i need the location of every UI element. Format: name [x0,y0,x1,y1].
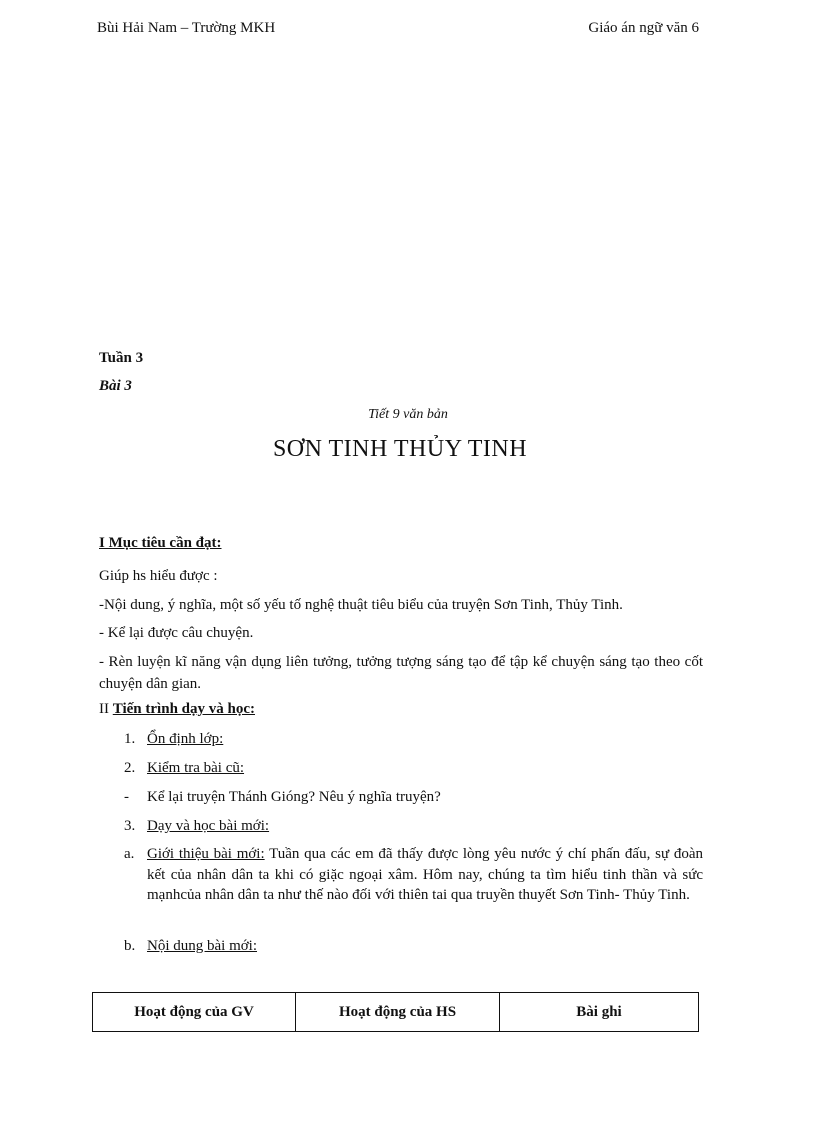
step-num: 2. [124,760,136,776]
step-label: Giới thiệu bài mới: [147,846,265,862]
step-label: Ổn định lớp: [147,731,224,747]
objective-item: -Nội dung, ý nghĩa, một số yếu tố nghệ thuật tiêu biểu của truyện Sơn Tinh, Thủy Tinh. [99,597,623,613]
step-paragraph [147,844,703,906]
step-text: Kể lại truyện Thánh Gióng? Nêu ý nghĩa truyện? [147,789,441,805]
table-header-cell: Bài ghi [500,993,699,1032]
step-label: Nội dung bài mới: [147,938,258,954]
step-text: Tuần qua các em đã thấy được lòng yêu nước ý chí phấn đấu, sự đoàn kết của nhân dân ta khi có giặc ngoại xâm. Hôm nay, chúng ta tìm hiểu tinh thần và sức mạnhcủa nhân dân ta như thế nào đối với thiên tai qua truyền thuyết Sơn Tinh- Thủy Tinh. [147,846,703,903]
step-label: Dạy và học bài mới: [147,818,270,834]
header-course: Giáo án ngữ văn 6 [588,20,699,36]
objective-item: - Kể lại được câu chuyện. [99,625,254,641]
period-label: Tiết 9 văn bản [368,407,448,422]
header-author: Bùi Hải Nam – Trường MKH [97,20,276,36]
objective-item: - Rèn luyện kĩ năng vận dụng liên tưởng, tưởng tượng sáng tạo để tập kể chuyện sáng tạo theo cốt chuyện dân gian. [99,654,703,692]
step-num: 1. [124,731,136,747]
step-num: - [124,789,129,805]
step-num: 3. [124,818,136,834]
week-label: Tuần 3 [99,350,144,366]
table-header-cell: Hoạt động của GV [93,993,296,1032]
step-num: b. [124,938,136,954]
table-header-cell: Hoạt động của HS [296,993,500,1032]
activity-table [92,992,699,1032]
step-num: a. [124,846,135,862]
lesson-label: Bài 3 [99,378,132,394]
table-header-row [93,993,699,1032]
objectives-intro: Giúp hs hiểu được : [99,568,218,584]
section-objectives-heading: I Mục tiêu cần đạt: [99,535,222,551]
page-title: SƠN TINH THỦY TINH [272,436,528,462]
section-process-heading [99,701,255,718]
section-process-prefix: II [99,701,113,717]
step-label: Kiểm tra bài cũ: [147,760,245,776]
section-process-title: Tiến trình dạy và học: [112,701,255,717]
